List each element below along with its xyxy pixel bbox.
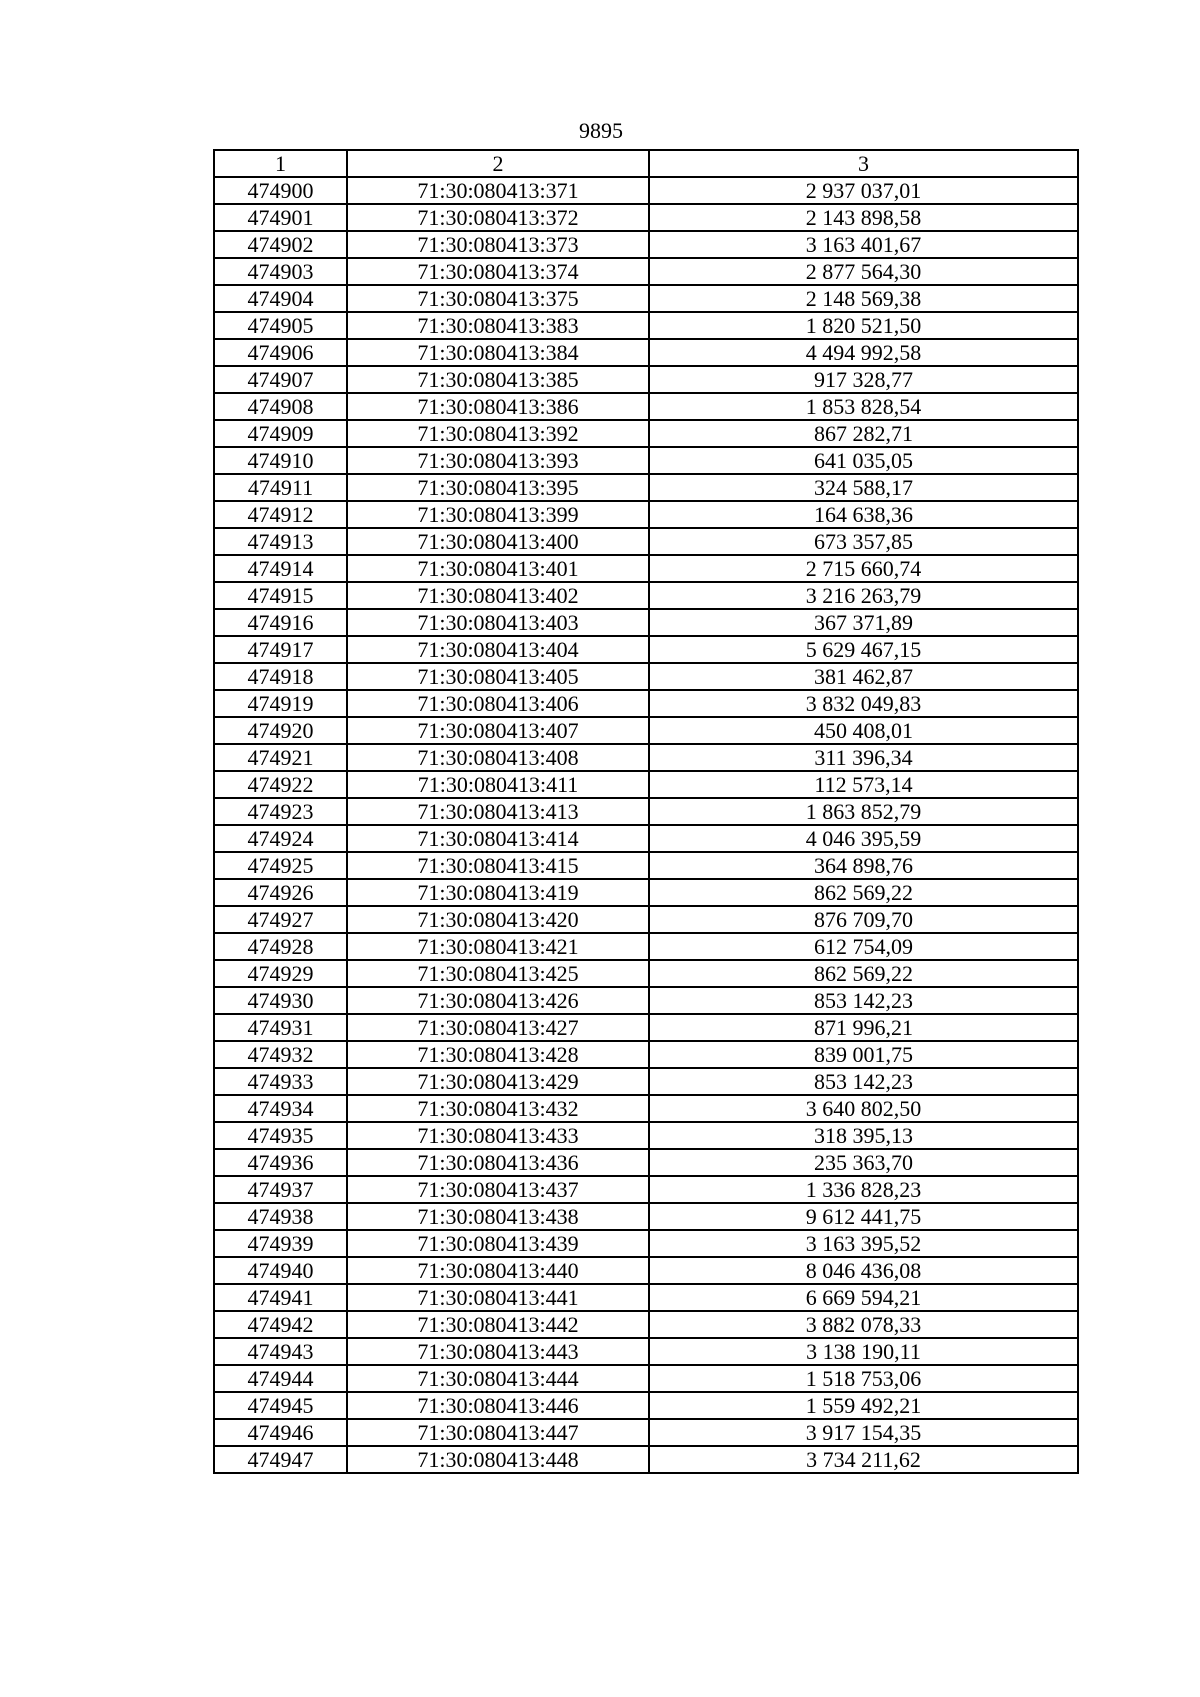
- table-row: [214, 906, 1078, 933]
- cadastral-value-cell: 1 853 828,54: [649, 393, 1078, 420]
- table-row: [214, 1041, 1078, 1068]
- table-row: [214, 1095, 1078, 1122]
- row-number-cell: 474910: [214, 447, 347, 474]
- cadastral-number-cell: 71:30:080413:393: [347, 447, 649, 474]
- cadastral-number-cell: 71:30:080413:429: [347, 1068, 649, 1095]
- row-number-cell: 474936: [214, 1149, 347, 1176]
- row-number-cell: 474931: [214, 1014, 347, 1041]
- cadastral-value-cell: 839 001,75: [649, 1041, 1078, 1068]
- cadastral-number-cell: 71:30:080413:406: [347, 690, 649, 717]
- cadastral-value-cell: 6 669 594,21: [649, 1284, 1078, 1311]
- row-number-cell: 474932: [214, 1041, 347, 1068]
- cadastral-number-cell: 71:30:080413:420: [347, 906, 649, 933]
- table-row: [214, 1365, 1078, 1392]
- row-number-cell: 474914: [214, 555, 347, 582]
- cadastral-value-cell: 641 035,05: [649, 447, 1078, 474]
- row-number-cell: 474915: [214, 582, 347, 609]
- row-number-cell: 474921: [214, 744, 347, 771]
- page-number-text: 9895: [579, 118, 623, 143]
- table-row: [214, 1311, 1078, 1338]
- table-row: [214, 879, 1078, 906]
- table-row: [214, 1419, 1078, 1446]
- table-row: [214, 933, 1078, 960]
- table-row: [214, 1284, 1078, 1311]
- table-row: [214, 474, 1078, 501]
- table-row: [214, 690, 1078, 717]
- row-number-cell: 474906: [214, 339, 347, 366]
- table-row: [214, 825, 1078, 852]
- cadastral-value-cell: 3 216 263,79: [649, 582, 1078, 609]
- cadastral-value-cell: 112 573,14: [649, 771, 1078, 798]
- cadastral-value-cell: 3 163 401,67: [649, 231, 1078, 258]
- cadastral-number-cell: 71:30:080413:444: [347, 1365, 649, 1392]
- row-number-cell: 474928: [214, 933, 347, 960]
- cadastral-value-cell: 2 715 660,74: [649, 555, 1078, 582]
- cadastral-number-cell: 71:30:080413:372: [347, 204, 649, 231]
- cadastral-number-cell: 71:30:080413:375: [347, 285, 649, 312]
- table-row: [214, 609, 1078, 636]
- cadastral-value-cell: 853 142,23: [649, 987, 1078, 1014]
- cadastral-value-cell: 235 363,70: [649, 1149, 1078, 1176]
- table-row: [214, 1257, 1078, 1284]
- cadastral-number-cell: 71:30:080413:408: [347, 744, 649, 771]
- row-number-cell: 474941: [214, 1284, 347, 1311]
- cadastral-value-cell: 450 408,01: [649, 717, 1078, 744]
- cadastral-number-cell: 71:30:080413:404: [347, 636, 649, 663]
- table-row: [214, 744, 1078, 771]
- cadastral-value-cell: 3 882 078,33: [649, 1311, 1078, 1338]
- cadastral-number-cell: 71:30:080413:384: [347, 339, 649, 366]
- cadastral-number-cell: 71:30:080413:439: [347, 1230, 649, 1257]
- cadastral-number-cell: 71:30:080413:403: [347, 609, 649, 636]
- cadastral-value-cell: 9 612 441,75: [649, 1203, 1078, 1230]
- cadastral-number-cell: 71:30:080413:419: [347, 879, 649, 906]
- cadastral-number-cell: 71:30:080413:405: [347, 663, 649, 690]
- row-number-cell: 474947: [214, 1446, 347, 1473]
- table-row: [214, 1338, 1078, 1365]
- row-number-cell: 474944: [214, 1365, 347, 1392]
- cadastral-value-cell: 853 142,23: [649, 1068, 1078, 1095]
- table-row: [214, 960, 1078, 987]
- table-row: [214, 420, 1078, 447]
- row-number-cell: 474933: [214, 1068, 347, 1095]
- cadastral-number-cell: 71:30:080413:399: [347, 501, 649, 528]
- table-row: [214, 1392, 1078, 1419]
- cadastral-number-cell: 71:30:080413:446: [347, 1392, 649, 1419]
- cadastral-value-cell: 1 820 521,50: [649, 312, 1078, 339]
- row-number-cell: 474908: [214, 393, 347, 420]
- table-row: [214, 339, 1078, 366]
- table-row: [214, 528, 1078, 555]
- row-number-cell: 474934: [214, 1095, 347, 1122]
- cadastral-value-cell: 324 588,17: [649, 474, 1078, 501]
- cadastral-value-cell: 8 046 436,08: [649, 1257, 1078, 1284]
- row-number-cell: 474911: [214, 474, 347, 501]
- cadastral-number-cell: 71:30:080413:436: [347, 1149, 649, 1176]
- cadastral-value-cell: 3 163 395,52: [649, 1230, 1078, 1257]
- cadastral-value-cell: 4 046 395,59: [649, 825, 1078, 852]
- table-row: [214, 1230, 1078, 1257]
- table-row: [214, 1149, 1078, 1176]
- row-number-cell: 474916: [214, 609, 347, 636]
- cadastral-number-cell: 71:30:080413:371: [347, 177, 649, 204]
- cadastral-value-cell: 318 395,13: [649, 1122, 1078, 1149]
- table-row: [214, 1014, 1078, 1041]
- row-number-cell: 474938: [214, 1203, 347, 1230]
- table-row: [214, 582, 1078, 609]
- cadastral-value-cell: 4 494 992,58: [649, 339, 1078, 366]
- table-row: [214, 231, 1078, 258]
- table-row: [214, 285, 1078, 312]
- row-number-cell: 474917: [214, 636, 347, 663]
- cadastral-number-cell: 71:30:080413:442: [347, 1311, 649, 1338]
- cadastral-value-cell: 1 336 828,23: [649, 1176, 1078, 1203]
- cadastral-value-cell: 381 462,87: [649, 663, 1078, 690]
- cadastral-value-cell: 2 937 037,01: [649, 177, 1078, 204]
- cadastral-number-cell: 71:30:080413:383: [347, 312, 649, 339]
- table-row: [214, 1446, 1078, 1473]
- row-number-cell: 474923: [214, 798, 347, 825]
- cadastral-number-cell: 71:30:080413:411: [347, 771, 649, 798]
- cadastral-number-cell: 71:30:080413:392: [347, 420, 649, 447]
- column-header-1: 1: [214, 150, 347, 177]
- cadastral-number-cell: 71:30:080413:443: [347, 1338, 649, 1365]
- cadastral-number-cell: 71:30:080413:374: [347, 258, 649, 285]
- cadastral-number-cell: 71:30:080413:415: [347, 852, 649, 879]
- cadastral-value-cell: 917 328,77: [649, 366, 1078, 393]
- cadastral-number-cell: 71:30:080413:433: [347, 1122, 649, 1149]
- cadastral-value-cell: 1 559 492,21: [649, 1392, 1078, 1419]
- cadastral-value-cell: 364 898,76: [649, 852, 1078, 879]
- row-number-cell: 474924: [214, 825, 347, 852]
- row-number-cell: 474912: [214, 501, 347, 528]
- cadastral-value-cell: 3 917 154,35: [649, 1419, 1078, 1446]
- table-row: [214, 987, 1078, 1014]
- cadastral-number-cell: 71:30:080413:400: [347, 528, 649, 555]
- row-number-cell: 474904: [214, 285, 347, 312]
- row-number-cell: 474935: [214, 1122, 347, 1149]
- cadastral-value-cell: 673 357,85: [649, 528, 1078, 555]
- cadastral-value-cell: 2 877 564,30: [649, 258, 1078, 285]
- row-number-cell: 474943: [214, 1338, 347, 1365]
- cadastral-number-cell: 71:30:080413:425: [347, 960, 649, 987]
- table-row: [214, 501, 1078, 528]
- cadastral-value-cell: 2 143 898,58: [649, 204, 1078, 231]
- cadastral-number-cell: 71:30:080413:428: [347, 1041, 649, 1068]
- cadastral-value-cell: 876 709,70: [649, 906, 1078, 933]
- table-body: [214, 177, 1078, 1473]
- table-row: [214, 204, 1078, 231]
- row-number-cell: 474937: [214, 1176, 347, 1203]
- table-row: [214, 771, 1078, 798]
- cadastral-value-cell: 311 396,34: [649, 744, 1078, 771]
- cadastral-number-cell: 71:30:080413:438: [347, 1203, 649, 1230]
- cadastral-value-cell: 862 569,22: [649, 879, 1078, 906]
- row-number-cell: 474909: [214, 420, 347, 447]
- cadastral-value-cell: 5 629 467,15: [649, 636, 1078, 663]
- table-row: [214, 852, 1078, 879]
- table-row: [214, 366, 1078, 393]
- table-row: [214, 1068, 1078, 1095]
- table-row: [214, 312, 1078, 339]
- row-number-cell: 474913: [214, 528, 347, 555]
- cadastral-value-cell: 367 371,89: [649, 609, 1078, 636]
- cadastral-value-cell: 1 863 852,79: [649, 798, 1078, 825]
- cadastral-number-cell: 71:30:080413:447: [347, 1419, 649, 1446]
- table-row: [214, 798, 1078, 825]
- cadastral-value-cell: 867 282,71: [649, 420, 1078, 447]
- cadastral-number-cell: 71:30:080413:440: [347, 1257, 649, 1284]
- row-number-cell: 474920: [214, 717, 347, 744]
- row-number-cell: 474902: [214, 231, 347, 258]
- cadastral-value-cell: 3 734 211,62: [649, 1446, 1078, 1473]
- cadastral-number-cell: 71:30:080413:427: [347, 1014, 649, 1041]
- row-number-cell: 474919: [214, 690, 347, 717]
- row-number-cell: 474939: [214, 1230, 347, 1257]
- cadastral-number-cell: 71:30:080413:386: [347, 393, 649, 420]
- cadastral-number-cell: 71:30:080413:421: [347, 933, 649, 960]
- row-number-cell: 474929: [214, 960, 347, 987]
- table-row: [214, 393, 1078, 420]
- cadastral-number-cell: 71:30:080413:414: [347, 825, 649, 852]
- cadastral-number-cell: 71:30:080413:395: [347, 474, 649, 501]
- cadastral-value-cell: 3 832 049,83: [649, 690, 1078, 717]
- cadastral-number-cell: 71:30:080413:407: [347, 717, 649, 744]
- cadastral-value-cell: 1 518 753,06: [649, 1365, 1078, 1392]
- row-number-cell: 474942: [214, 1311, 347, 1338]
- row-number-cell: 474907: [214, 366, 347, 393]
- cadastral-number-cell: 71:30:080413:385: [347, 366, 649, 393]
- cadastral-value-cell: 3 640 802,50: [649, 1095, 1078, 1122]
- column-header-2: 2: [347, 150, 649, 177]
- row-number-cell: 474901: [214, 204, 347, 231]
- table-row: [214, 1176, 1078, 1203]
- table-row: [214, 555, 1078, 582]
- row-number-cell: 474905: [214, 312, 347, 339]
- row-number-cell: 474940: [214, 1257, 347, 1284]
- cadastral-number-cell: 71:30:080413:426: [347, 987, 649, 1014]
- cadastral-number-cell: 71:30:080413:373: [347, 231, 649, 258]
- cadastral-value-cell: 862 569,22: [649, 960, 1078, 987]
- cadastral-value-cell: 871 996,21: [649, 1014, 1078, 1041]
- cadastral-number-cell: 71:30:080413:413: [347, 798, 649, 825]
- cadastral-number-cell: 71:30:080413:437: [347, 1176, 649, 1203]
- row-number-cell: 474945: [214, 1392, 347, 1419]
- table-row: [214, 177, 1078, 204]
- table-header: [214, 150, 1078, 177]
- cadastral-number-cell: 71:30:080413:441: [347, 1284, 649, 1311]
- row-number-cell: 474946: [214, 1419, 347, 1446]
- row-number-cell: 474922: [214, 771, 347, 798]
- table-row: [214, 717, 1078, 744]
- cadastral-value-cell: 2 148 569,38: [649, 285, 1078, 312]
- table-row: [214, 258, 1078, 285]
- table-row: [214, 1203, 1078, 1230]
- table-row: [214, 1122, 1078, 1149]
- row-number-cell: 474927: [214, 906, 347, 933]
- row-number-cell: 474925: [214, 852, 347, 879]
- cadastral-number-cell: 71:30:080413:402: [347, 582, 649, 609]
- row-number-cell: 474926: [214, 879, 347, 906]
- row-number-cell: 474930: [214, 987, 347, 1014]
- table-row: [214, 447, 1078, 474]
- cadastral-number-cell: 71:30:080413:432: [347, 1095, 649, 1122]
- row-number-cell: 474900: [214, 177, 347, 204]
- column-header-3: 3: [649, 150, 1078, 177]
- page-number: [0, 118, 1200, 144]
- cadastral-value-cell: 164 638,36: [649, 501, 1078, 528]
- row-number-cell: 474918: [214, 663, 347, 690]
- cadastral-value-table: [213, 149, 1079, 1474]
- row-number-cell: 474903: [214, 258, 347, 285]
- table-row: [214, 663, 1078, 690]
- cadastral-number-cell: 71:30:080413:401: [347, 555, 649, 582]
- cadastral-value-cell: 3 138 190,11: [649, 1338, 1078, 1365]
- cadastral-number-cell: 71:30:080413:448: [347, 1446, 649, 1473]
- header-row: [214, 150, 1078, 177]
- table-row: [214, 636, 1078, 663]
- cadastral-value-cell: 612 754,09: [649, 933, 1078, 960]
